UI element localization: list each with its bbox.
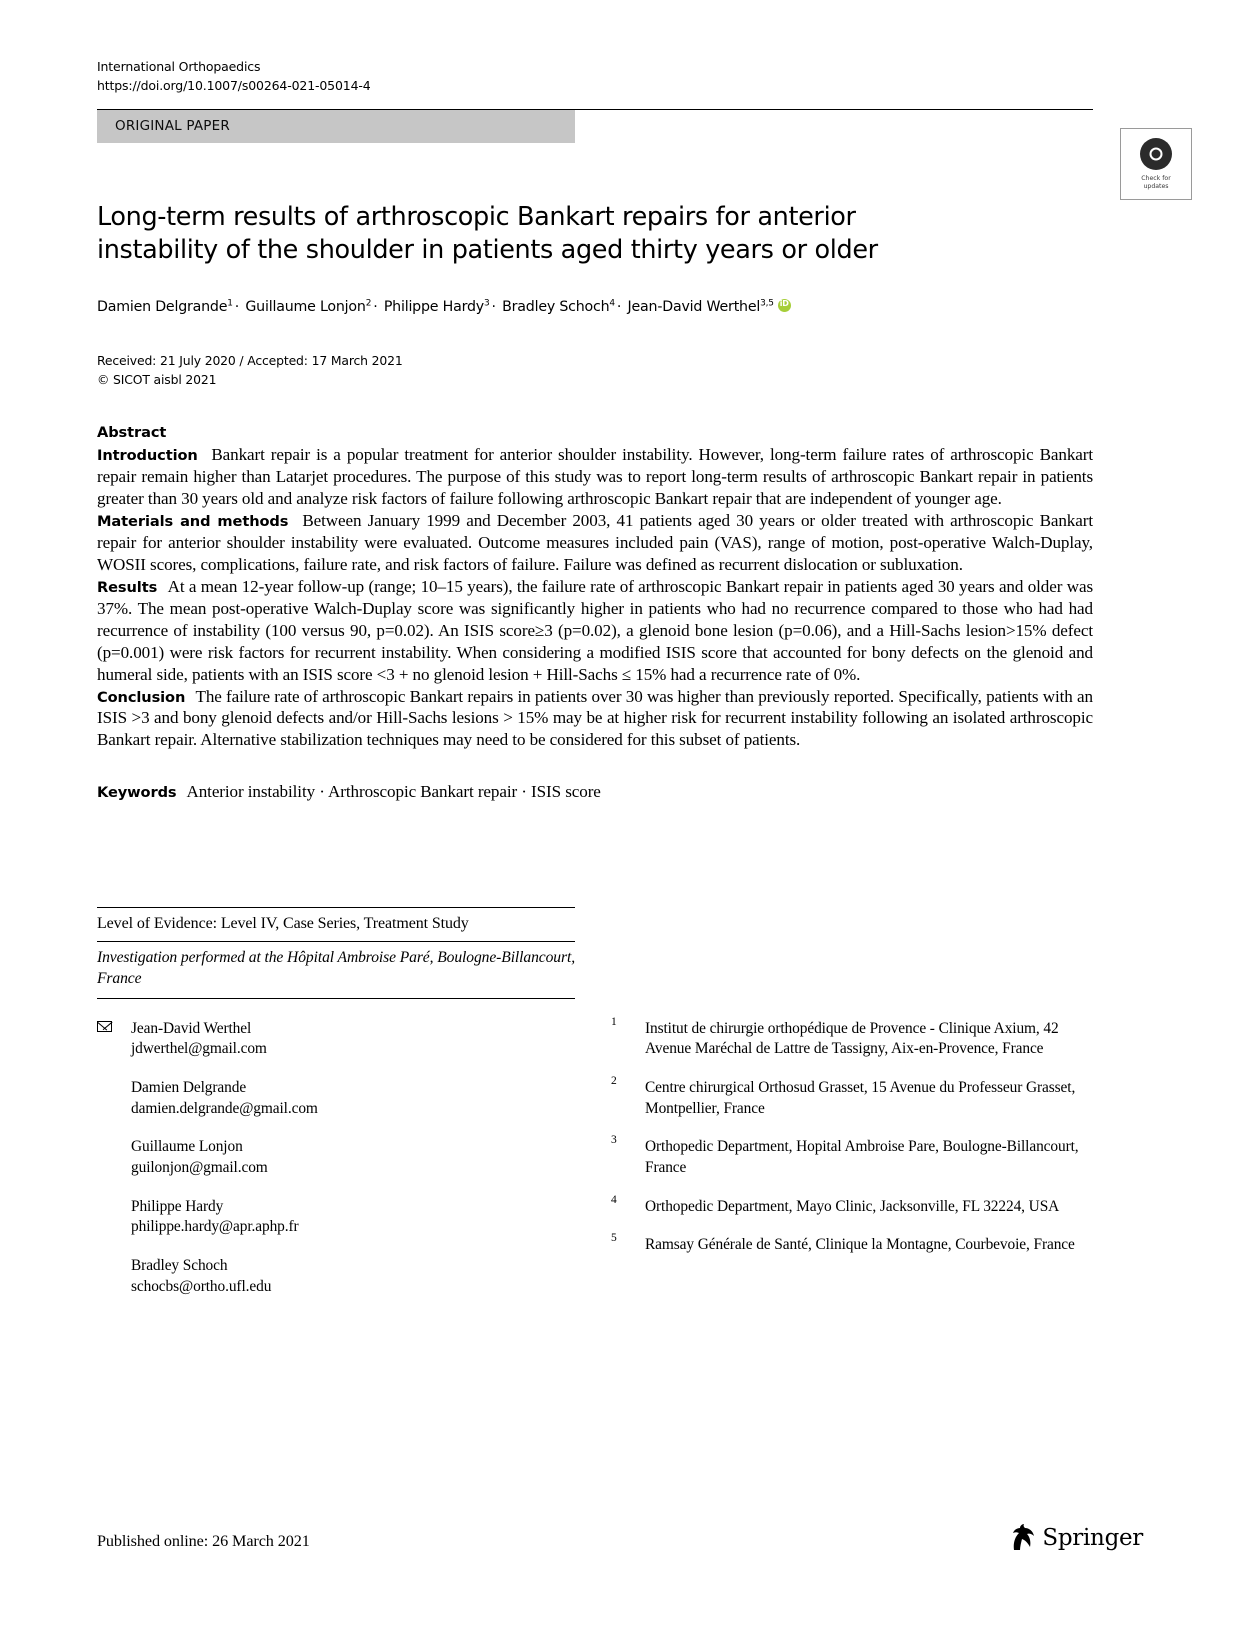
abstract-section-text: Between January 1999 and December 2003, 41 patients aged 30 years or older treated with arthroscopic Bankart repair for anterior shoulder instability were evaluated. Outcome measures included pain (VAS), range of motion, post-operative Walch-Duplay, WOSII scores, complications, failure rate, and risk factors of failure. Failure was defined as recurrent dislocation or subluxation.: [97, 510, 1093, 574]
orcid-icon[interactable]: [778, 299, 791, 312]
contact-email[interactable]: damien.delgrande@gmail.com: [131, 1099, 318, 1117]
affiliation-number: 1: [611, 1015, 617, 1028]
contact-author: [97, 1137, 575, 1178]
affiliation-number: 2: [611, 1075, 617, 1088]
journal-name: International Orthopaedics: [97, 59, 261, 74]
contact-name: Guillaume Lonjon: [131, 1138, 243, 1156]
affiliation-item: [609, 1193, 1087, 1218]
abstract-section-label: Results: [97, 578, 158, 596]
check-for-updates-badge[interactable]: [1120, 128, 1192, 200]
author-name: Jean-David Werthel: [627, 299, 761, 316]
published-online-date: Published online: 26 March 2021: [97, 1532, 310, 1550]
crossmark-line1: Check for: [1141, 175, 1171, 182]
contact-author: [97, 1197, 575, 1238]
check-for-updates-icon: [1140, 138, 1172, 170]
abstract-section-label: Conclusion: [97, 688, 186, 706]
springer-horse-icon: [1011, 1524, 1035, 1551]
abstract-section-text: The failure rate of arthroscopic Bankart repairs in patients over 30 was higher than previously reported. Specifically, patients with an ISIS >3 and bony glenoid defects and/or Hill-Sachs lesions > 15% may be at higher risk for recurrent instability following an isolated arthroscopic Bankart repair. Alternative stabilization techniques may need to be considered for this subset of patients.: [97, 686, 1093, 750]
author-list: Damien Delgrande$^1$ · Guillaume Lonjon$^2$ · Philippe Hardy$^3$ · Bradley Schoch$^4$ · Jean-David Werthel$^{3,5}$iD: [97, 297, 1093, 318]
footnote-divider-bottom: [97, 998, 575, 999]
level-of-evidence: Level of Evidence: Level IV, Case Series, Treatment Study: [97, 914, 469, 932]
author-affiliation-marker: 3: [483, 298, 490, 309]
author-name: Guillaume Lonjon: [245, 299, 366, 316]
journal-doi[interactable]: https://doi.org/10.1007/s00264-021-05014-4: [97, 78, 371, 94]
publication-dates: [97, 352, 1093, 390]
affiliation-text: Orthopedic Department, Hopital Ambroise Pare, Boulogne-Billancourt, France: [645, 1138, 1079, 1177]
contact-name: Philippe Hardy: [131, 1197, 224, 1215]
affiliation-number: 3: [611, 1134, 617, 1147]
contact-corresponding-author: [97, 1019, 575, 1060]
author-affiliation-marker: 1: [227, 298, 233, 309]
springer-wordmark: Springer: [1042, 1524, 1143, 1551]
contact-name: Jean-David Werthel: [131, 1019, 252, 1037]
investigation-statement: Investigation performed at the Hôpital Ambroise Paré, Boulogne-Billancourt, France: [97, 949, 576, 988]
affiliation-text: Ramsay Générale de Santé, Clinique la Montagne, Courbevoie, France: [645, 1236, 1075, 1254]
keywords-values: Anterior instability · Arthroscopic Bankart repair · ISIS score: [186, 782, 601, 802]
contact-column: [97, 1019, 575, 1315]
author-affiliation-marker: 3,5: [760, 298, 774, 309]
contact-email[interactable]: guilonjon@gmail.com: [131, 1159, 268, 1177]
affiliation-item: [609, 1015, 1087, 1060]
affiliation-text: Orthopedic Department, Mayo Clinic, Jacksonville, FL 32224, USA: [645, 1197, 1060, 1215]
affiliation-text: Centre chirurgical Orthosud Grasset, 15 Avenue du Professeur Grasset, Montpellier, France: [645, 1079, 1076, 1117]
paper-type-row: [97, 110, 1093, 143]
contact-author: [97, 1078, 575, 1119]
contact-email[interactable]: schocbs@ortho.ufl.edu: [131, 1277, 272, 1295]
author-affiliation-marker: 4: [609, 298, 615, 309]
abstract-section-introduction: [97, 444, 1093, 510]
contact-author: [97, 1256, 575, 1297]
affiliation-text: Institut de chirurgie orthopédique de Provence - Clinique Axium, 42 Avenue Maréchal de Lattre de Tassigny, Aix-en-Provence, France: [645, 1019, 1059, 1058]
contact-email[interactable]: jdwerthel@gmail.com: [131, 1040, 267, 1058]
affiliation-item: [609, 1232, 1087, 1256]
abstract-section-text: Bankart repair is a popular treatment for anterior shoulder instability. However, long-term failure rates of arthroscopic Bankart repair remain higher than Latarjet procedures. The purpose of this study was to report long-term results of arthroscopic Bankart repair in patients greater than 30 years old and analyze risk factors of failure following arthroscopic Bankart repair that are independent of younger age.: [97, 445, 1094, 508]
author-name: Bradley Schoch: [502, 299, 610, 316]
author-affiliation-marker: 2: [365, 298, 372, 309]
affiliation-number: 5: [611, 1232, 617, 1245]
affiliation-item: [609, 1134, 1087, 1178]
page-footer: [97, 1524, 1143, 1551]
affiliation-number: 4: [611, 1193, 617, 1206]
keywords-line: [97, 781, 1093, 803]
abstract-section-materials: [97, 510, 1093, 576]
copyright-line: © SICOT aisbl 2021: [97, 372, 217, 388]
contact-email[interactable]: philippe.hardy@apr.aphp.fr: [131, 1218, 299, 1236]
check-for-updates-caption: [1121, 175, 1191, 192]
page-title: Long-term results of arthroscopic Bankart repairs for anterior instability of the shoulder in patients aged thirty years or older: [97, 201, 878, 265]
footnote-divider-mid: [97, 941, 575, 942]
contact-name: Bradley Schoch: [131, 1256, 228, 1274]
journal-header: [97, 0, 1093, 96]
author-name: Damien Delgrande: [97, 299, 228, 316]
received-accepted-line: Received: 21 July 2020 / Accepted: 17 March 2021: [97, 353, 403, 369]
contact-affiliation-columns: [97, 1015, 1093, 1315]
affiliation-column: [609, 1015, 1087, 1315]
envelope-icon: [97, 1021, 112, 1032]
abstract-heading: Abstract: [97, 424, 167, 442]
abstract-section-text: At a mean 12-year follow-up (range; 10–15 years), the failure rate of arthroscopic Bankart repair in patients aged 30 years and older was 37%. The mean post-operative Walch-Duplay score was significantly higher in patients who had no recurrence compared to those who had had recurrence of instability (100 versus 90, p=0.02). An ISIS score≥3 (p=0.02), a glenoid bone lesion (p=0.06), and a Hill-Sachs lesion>15% defect (p=0.001) were risk factors for recurrent instability. When considering a modified ISIS score that accounted for bony defects on the glenoid and humeral side, patients with an ISIS score <3 + no glenoid lesion + Hill-Sachs ≤ 15% had a recurrence rate of 0%.: [97, 576, 1093, 684]
crossmark-line2: updates: [1143, 183, 1169, 191]
paper-type-label: ORIGINAL PAPER: [115, 117, 230, 134]
abstract-section-label: Materials and methods: [97, 512, 289, 530]
keywords-label: Keywords: [97, 784, 177, 802]
abstract-section-label: Introduction: [97, 447, 198, 465]
affiliation-item: [609, 1075, 1087, 1119]
springer-logo: [1011, 1524, 1143, 1551]
abstract-body: [97, 444, 1093, 751]
footnote-divider-top: [97, 907, 575, 908]
abstract-section-results: [97, 576, 1093, 686]
contact-name: Damien Delgrande: [131, 1079, 247, 1097]
author-name: Philippe Hardy: [383, 299, 484, 316]
abstract-section-conclusion: [97, 686, 1093, 752]
